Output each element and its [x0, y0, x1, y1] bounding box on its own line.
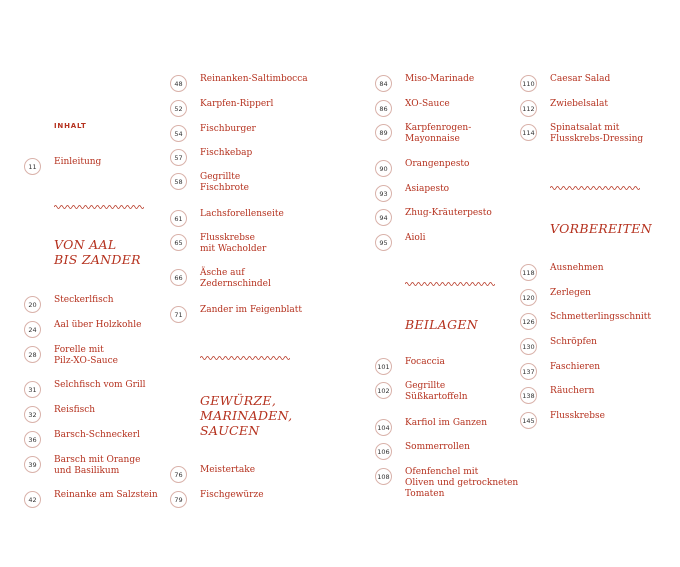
page-number-badge: 84 — [375, 75, 392, 92]
section-heading: GEWÜRZE, MARINADEN, SAUCEN — [200, 393, 293, 438]
page-number-badge: 36 — [24, 431, 41, 448]
page-number-badge: 24 — [24, 321, 41, 338]
toc-entry-title: Faschieren — [550, 362, 601, 372]
toc-entry-title: Steckerlfisch — [54, 295, 114, 305]
page-number-badge: 11 — [24, 158, 41, 175]
page-number-badge: 86 — [375, 100, 392, 117]
toc-entry-title: Barsch-Schneckerl — [54, 430, 140, 440]
page-number-badge: 71 — [170, 306, 187, 323]
page-number-badge: 54 — [170, 125, 187, 142]
page-number-badge: 102 — [375, 382, 392, 399]
toc-entry-title: Forelle mit Pilz-XO-Sauce — [54, 345, 118, 366]
page-number-badge: 66 — [170, 269, 187, 286]
page-number-badge: 76 — [170, 466, 187, 483]
toc-entry-title: Ofenfenchel mit Oliven und getrockneten Tomaten — [405, 467, 519, 499]
toc-entry-title: Gegrillte Fischbrote — [200, 172, 250, 193]
section-heading: VORBEREITEN — [550, 221, 652, 236]
toc-entry-title: Orangenpesto — [405, 159, 470, 169]
page-number-badge: 101 — [375, 358, 392, 375]
page-number-badge: 20 — [24, 296, 41, 313]
page-number-badge: 106 — [375, 443, 392, 460]
toc-entry-title: Aal über Holzkohle — [54, 320, 142, 330]
section-heading: VON AAL BIS ZANDER — [54, 237, 141, 267]
page-number-badge: 57 — [170, 149, 187, 166]
toc-entry-title: Zander im Feigenblatt — [200, 305, 303, 315]
toc-entry-title: Caesar Salad — [550, 74, 611, 84]
toc-entry-title: Reinanken-Saltimbocca — [200, 74, 308, 84]
page-number-badge: 42 — [24, 491, 41, 508]
toc-entry-title: Fischburger — [200, 124, 256, 134]
toc-entry-title: Selchfisch vom Grill — [54, 380, 146, 390]
page-number-badge: 130 — [520, 338, 537, 355]
toc-entry-title: Spinatsalat mit Flusskrebs-Dressing — [550, 123, 644, 144]
page-number-badge: 94 — [375, 209, 392, 226]
page-number-badge: 145 — [520, 412, 537, 429]
toc-entry-title: Äsche auf Zedernschindel — [200, 268, 271, 289]
page-number-badge: 32 — [24, 406, 41, 423]
page-number-badge: 120 — [520, 289, 537, 306]
page-number-badge: 79 — [170, 491, 187, 508]
toc-entry-title: Zhug-Kräuterpesto — [405, 208, 492, 218]
page-number-badge: 137 — [520, 363, 537, 380]
page-number-badge: 95 — [375, 234, 392, 251]
toc-entry-title: Sommerrollen — [405, 442, 470, 452]
page-number-badge: 118 — [520, 264, 537, 281]
page-number-badge: 31 — [24, 381, 41, 398]
toc-entry-title: Ausnehmen — [550, 263, 604, 273]
toc-entry-title: Zwiebelsalat — [550, 99, 608, 109]
toc-entry-title: Lachsforellenseite — [200, 209, 284, 219]
page-number-badge: 89 — [375, 124, 392, 141]
toc-entry-title: Schröpfen — [550, 337, 597, 347]
toc-entry-title: Karfiol im Ganzen — [405, 418, 488, 428]
toc-entry-title: Flusskrebse mit Wacholder — [200, 233, 267, 254]
page-number-badge: 58 — [170, 173, 187, 190]
section-heading: BEILAGEN — [405, 317, 479, 332]
wavy-divider — [200, 355, 290, 361]
page-number-badge: 114 — [520, 124, 537, 141]
toc-entry-title: Flusskrebse — [550, 411, 605, 421]
page-number-badge: 28 — [24, 346, 41, 363]
page-number-badge: 52 — [170, 100, 187, 117]
toc-entry-title: Barsch mit Orange und Basilikum — [54, 455, 141, 476]
toc-entry-title: Asiapesto — [405, 184, 450, 194]
toc-entry-title: Fischgewürze — [200, 490, 264, 500]
toc-entry-title: Räuchern — [550, 386, 595, 396]
page-number-badge: 110 — [520, 75, 537, 92]
page-number-badge: 126 — [520, 313, 537, 330]
toc-entry-title: Reinanke am Salzstein — [54, 490, 158, 500]
page-number-badge: 65 — [170, 234, 187, 251]
page-number-badge: 112 — [520, 100, 537, 117]
toc-entry-title: Karpfen-Ripperl — [200, 99, 274, 109]
toc-entry-title: Einleitung — [54, 157, 102, 167]
page-number-badge: 61 — [170, 210, 187, 227]
toc-entry-title: XO-Sauce — [405, 99, 450, 109]
toc-entry-title: Miso-Marinade — [405, 74, 475, 84]
toc-entry-title: Focaccia — [405, 357, 445, 367]
toc-entry-title: Gegrillte Süßkartoffeln — [405, 381, 468, 402]
toc-entry-title: Aioli — [405, 233, 426, 243]
wavy-divider — [405, 281, 495, 287]
page-number-badge: 138 — [520, 387, 537, 404]
page-number-badge: 104 — [375, 419, 392, 436]
toc-entry-title: Reisfisch — [54, 405, 96, 415]
toc-entry-title: Zerlegen — [550, 288, 591, 298]
toc-entry-title: Meistertake — [200, 465, 256, 475]
toc-entry-title: Karpfenrogen- Mayonnaise — [405, 123, 472, 144]
page-number-badge: 39 — [24, 456, 41, 473]
toc-entry-title: Fischkebap — [200, 148, 253, 158]
page-number-badge: 90 — [375, 160, 392, 177]
toc-entry-title: Schmetterlingsschnitt — [550, 312, 652, 322]
page-number-badge: 108 — [375, 468, 392, 485]
toc-header-label: INHALT — [54, 122, 87, 130]
page-number-badge: 48 — [170, 75, 187, 92]
wavy-divider — [54, 204, 144, 210]
wavy-divider — [550, 185, 640, 191]
page-number-badge: 93 — [375, 185, 392, 202]
